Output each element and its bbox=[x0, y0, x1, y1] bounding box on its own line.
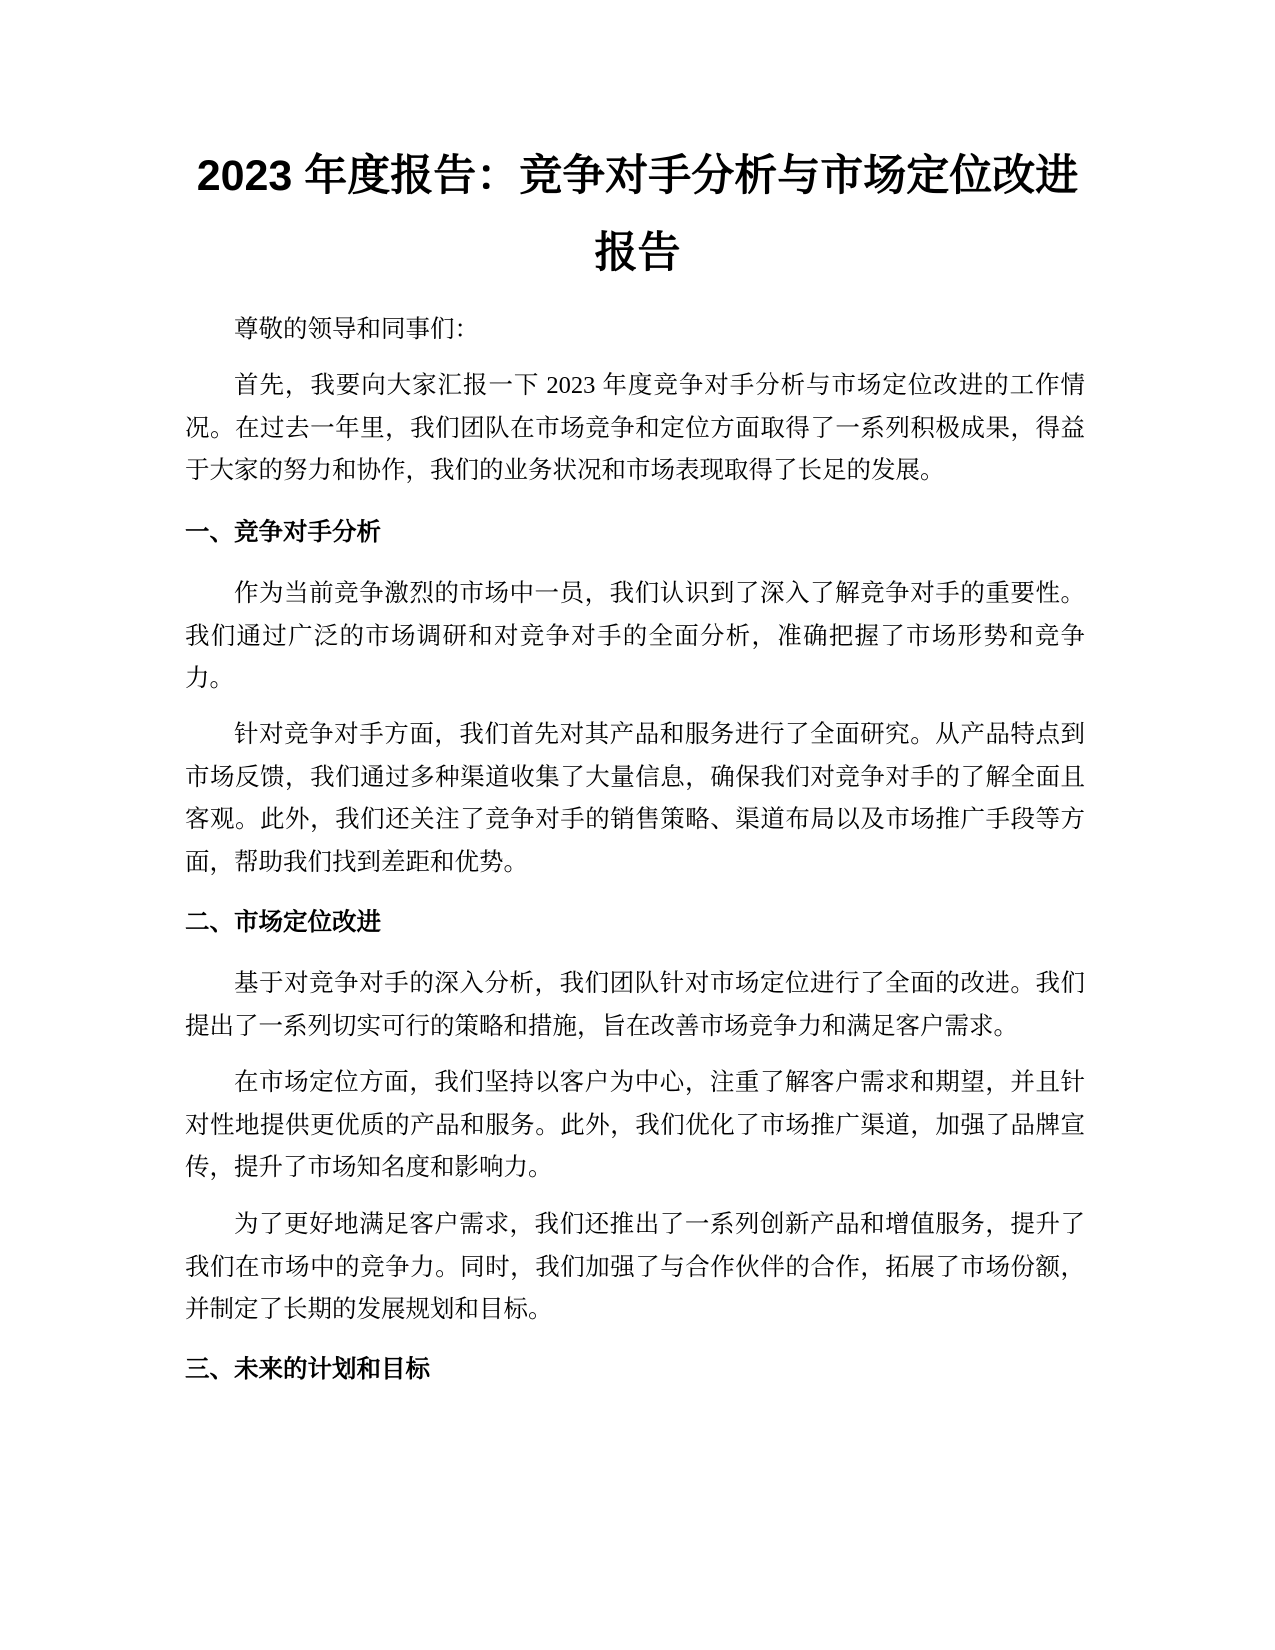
market-positioning-paragraph-2: 在市场定位方面，我们坚持以客户为中心，注重了解客户需求和期望，并且针对性地提供更优质的产品和服务。此外，我们优化了市场推广渠道，加强了品牌宣传，提升了市场知名度和影响力。 bbox=[185, 1069, 1085, 1181]
intro-paragraph: 首先，我要向大家汇报一下 2023 年度竞争对手分析与市场定位改进的工作情况。在过去一年里，我们团队在市场竞争和定位方面取得了一系列积极成果，得益于大家的努力和协作，我们的业务状况和市场表现取得了长足的发展。 bbox=[185, 372, 1085, 484]
greeting: 尊敬的领导和同事们： bbox=[234, 316, 479, 343]
document-title: 2023 年度报告：竞争对手分析与市场定位改进报告 bbox=[196, 152, 1079, 277]
section-heading-market-positioning: 二、市场定位改进 bbox=[185, 909, 381, 936]
competitor-analysis-paragraph-2: 针对竞争对手方面，我们首先对其产品和服务进行了全面研究。从产品特点到市场反馈，我们通过多种渠道收集了大量信息，确保我们对竞争对手的了解全面且客观。此外，我们还关注了竞争对手的销售策略、渠道布局以及市场推广手段等方面，帮助我们找到差距和优势。 bbox=[185, 721, 1085, 876]
market-positioning-paragraph-1: 基于对竞争对手的深入分析，我们团队针对市场定位进行了全面的改进。我们提出了一系列切实可行的策略和措施，旨在改善市场竞争力和满足客户需求。 bbox=[185, 970, 1085, 1040]
market-positioning-paragraph-3: 为了更好地满足客户需求，我们还推出了一系列创新产品和增值服务，提升了我们在市场中的竞争力。同时，我们加强了与合作伙伴的合作，拓展了市场份额，并制定了长期的发展规划和目标。 bbox=[185, 1211, 1085, 1323]
section-heading-competitor-analysis: 一、竞争对手分析 bbox=[185, 519, 381, 546]
competitor-analysis-paragraph-1: 作为当前竞争激烈的市场中一员，我们认识到了深入了解竞争对手的重要性。我们通过广泛的市场调研和对竞争对手的全面分析，准确把握了市场形势和竞争力。 bbox=[185, 580, 1085, 692]
section-heading-future-plans: 三、未来的计划和目标 bbox=[185, 1356, 430, 1383]
